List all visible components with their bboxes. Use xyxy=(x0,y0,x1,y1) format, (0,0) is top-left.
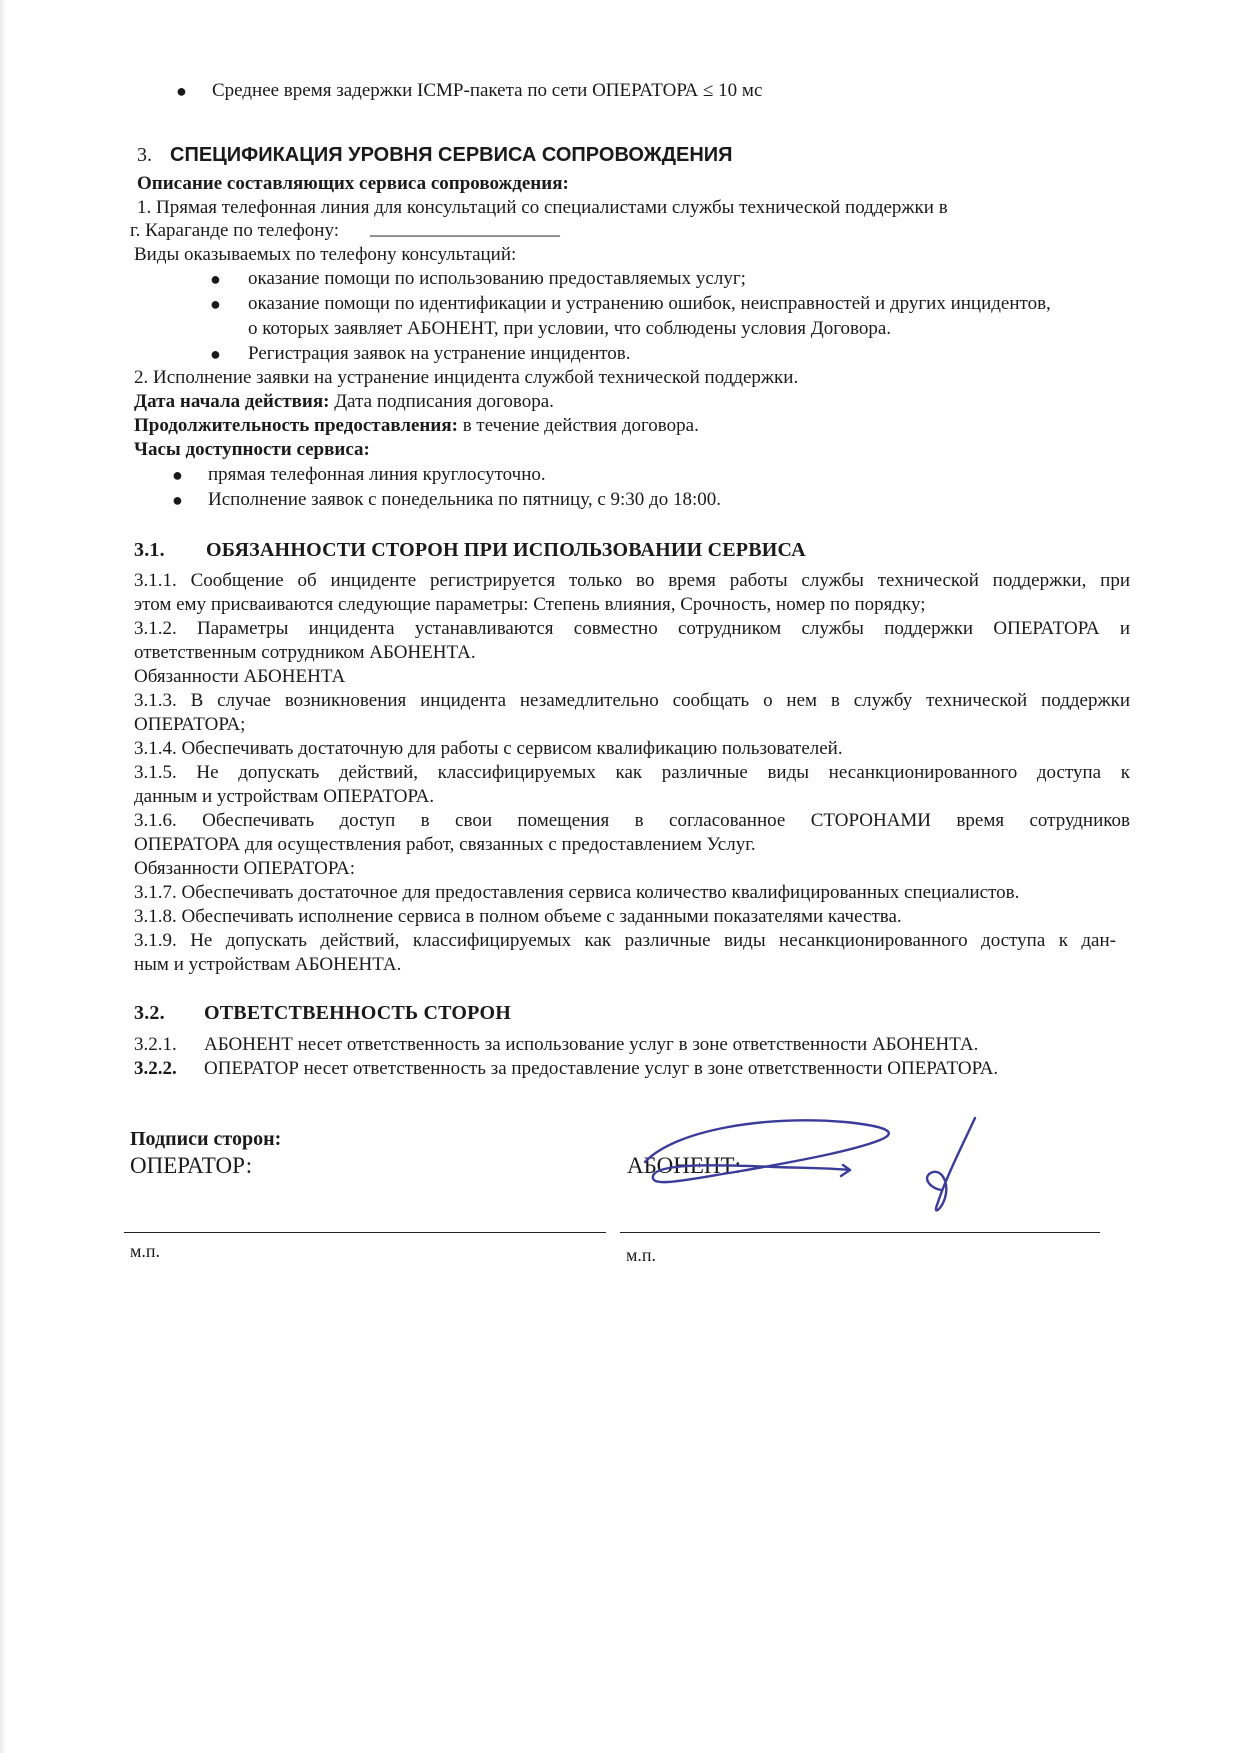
section-3-number: 3. xyxy=(137,144,152,166)
signatures-heading: Подписи сторон: xyxy=(130,1128,282,1150)
kind-item: оказание помощи по идентификации и устранению ошибок, неисправностей и других инцидентов, xyxy=(248,293,1051,314)
kind-item: Регистрация заявок на устранение инцидентов. xyxy=(248,343,631,364)
bullet-dot: ● xyxy=(176,81,187,101)
clause-3-1-5-cont: данным и устройствам ОПЕРАТОРА. xyxy=(134,786,435,807)
operator-signature-line xyxy=(124,1232,606,1233)
clause-3-1-6: 3.1.6. Обеспечивать доступ в свои помещения в согласованное СТОРОНАМИ время сотрудников xyxy=(134,810,1130,831)
duration-label: Продолжительность предоставления: xyxy=(134,415,458,436)
abonent-handwritten-signature xyxy=(615,1110,995,1220)
start-date-row xyxy=(134,391,554,413)
clause-3-2-1: АБОНЕНТ несет ответственность за использование услуг в зоне ответственности АБОНЕНТА. xyxy=(204,1034,979,1055)
duration-row xyxy=(134,415,699,437)
item-2: 2. Исполнение заявки на устранение инцидента службой технической поддержки. xyxy=(134,367,799,388)
clause-3-1-9: 3.1.9. Не допускать действий, классифицируемых как различные виды несанкционированного доступа к дан- xyxy=(134,930,1116,951)
abonent-duties-heading: Обязанности АБОНЕНТА xyxy=(134,666,346,687)
section-3-title: СПЕЦИФИКАЦИЯ УРОВНЯ СЕРВИСА СОПРОВОЖДЕНИЯ xyxy=(170,144,733,166)
clause-3-1-2: 3.1.2. Параметры инцидента устанавливаются совместно сотрудником службы поддержки ОПЕРАТОРА и xyxy=(134,618,1130,639)
icmp-delay-line: Среднее время задержки ICMP-пакета по сети ОПЕРАТОРА ≤ 10 мс xyxy=(212,80,763,101)
hours-item: Исполнение заявок с понедельника по пятницу, с 9:30 до 18:00. xyxy=(208,489,721,510)
operator-duties-heading: Обязанности ОПЕРАТОРА: xyxy=(134,858,356,879)
operator-signature-label: ОПЕРАТОР: xyxy=(130,1153,253,1178)
clause-3-1-3-cont: ОПЕРАТОРА; xyxy=(134,714,246,735)
clause-3-1-5: 3.1.5. Не допускать действий, классифицируемых как различные виды несанкционированного доступа к xyxy=(134,762,1130,783)
clause-3-2-1-number: 3.2.1. xyxy=(134,1034,177,1055)
start-date-label: Дата начала действия: xyxy=(134,391,330,412)
bullet-dot: ● xyxy=(210,269,221,289)
consult-kinds-heading: Виды оказываемых по телефону консультаций: xyxy=(134,244,517,265)
clause-3-1-6-cont: ОПЕРАТОРА для осуществления работ, связанных с предоставлением Услуг. xyxy=(134,834,756,855)
item-1-line-2: г. Караганде по телефону: xyxy=(130,220,339,241)
clause-3-1-8: 3.1.8. Обеспечивать исполнение сервиса в полном объеме с заданными показателями качества. xyxy=(134,906,902,927)
hours-heading: Часы доступности сервиса: xyxy=(134,439,370,460)
start-date-value: Дата подписания договора. xyxy=(329,391,554,412)
section-3-1-number: 3.1. xyxy=(134,539,165,561)
section-3-1-title: ОБЯЗАННОСТИ СТОРОН ПРИ ИСПОЛЬЗОВАНИИ СЕРВИСА xyxy=(206,539,806,561)
clause-3-1-2-cont: ответственным сотрудником АБОНЕНТА. xyxy=(134,642,476,663)
operator-stamp-label: м.п. xyxy=(130,1241,161,1261)
item-1-line-1: 1. Прямая телефонная линия для консультаций со специалистами службы технической поддержки в xyxy=(137,197,948,218)
abonent-signature-label: АБОНЕНТ: xyxy=(627,1153,741,1178)
duration-value: в течение действия договора. xyxy=(457,415,699,436)
hours-item: прямая телефонная линия круглосуточно. xyxy=(208,464,546,485)
clause-3-1-1: 3.1.1. Сообщение об инциденте регистрируется только во время работы службы технической поддержки, при xyxy=(134,570,1130,591)
clause-3-1-1-cont: этом ему присваиваются следующие параметры: Степень влияния, Срочность, номер по порядку; xyxy=(134,594,926,615)
bullet-dot: ● xyxy=(172,465,183,485)
clause-3-2-2: ОПЕРАТОР несет ответственность за предоставление услуг в зоне ответственности ОПЕРАТОРА. xyxy=(204,1058,999,1079)
scan-edge xyxy=(0,0,6,1753)
abonent-stamp-label: м.п. xyxy=(626,1245,657,1265)
bullet-dot: ● xyxy=(210,294,221,314)
kind-item: оказание помощи по использованию предоставляемых услуг; xyxy=(248,268,746,289)
section-3-2-title: ОТВЕТСТВЕННОСТЬ СТОРОН xyxy=(204,1002,511,1024)
clause-3-1-9-cont: ным и устройствам АБОНЕНТА. xyxy=(134,954,402,975)
clause-3-1-3: 3.1.3. В случае возникновения инцидента незамедлительно сообщать о нем в службу технической поддержки xyxy=(134,690,1130,711)
bullet-dot: ● xyxy=(172,490,183,510)
clause-3-1-7: 3.1.7. Обеспечивать достаточное для предоставления сервиса количество квалифицированных специалистов. xyxy=(134,882,1020,903)
clause-3-2-2-number: 3.2.2. xyxy=(134,1058,177,1079)
clause-3-1-4: 3.1.4. Обеспечивать достаточную для работы с сервисом квалификацию пользователей. xyxy=(134,738,843,759)
abonent-signature-line xyxy=(620,1232,1100,1233)
kind-item-continuation: о которых заявляет АБОНЕНТ, при условии, что соблюдены условия Договора. xyxy=(248,318,892,339)
bullet-dot: ● xyxy=(210,344,221,364)
components-heading: Описание составляющих сервиса сопровождения: xyxy=(137,173,569,194)
section-3-2-number: 3.2. xyxy=(134,1002,165,1024)
phone-blank: ____________________ xyxy=(370,218,560,239)
